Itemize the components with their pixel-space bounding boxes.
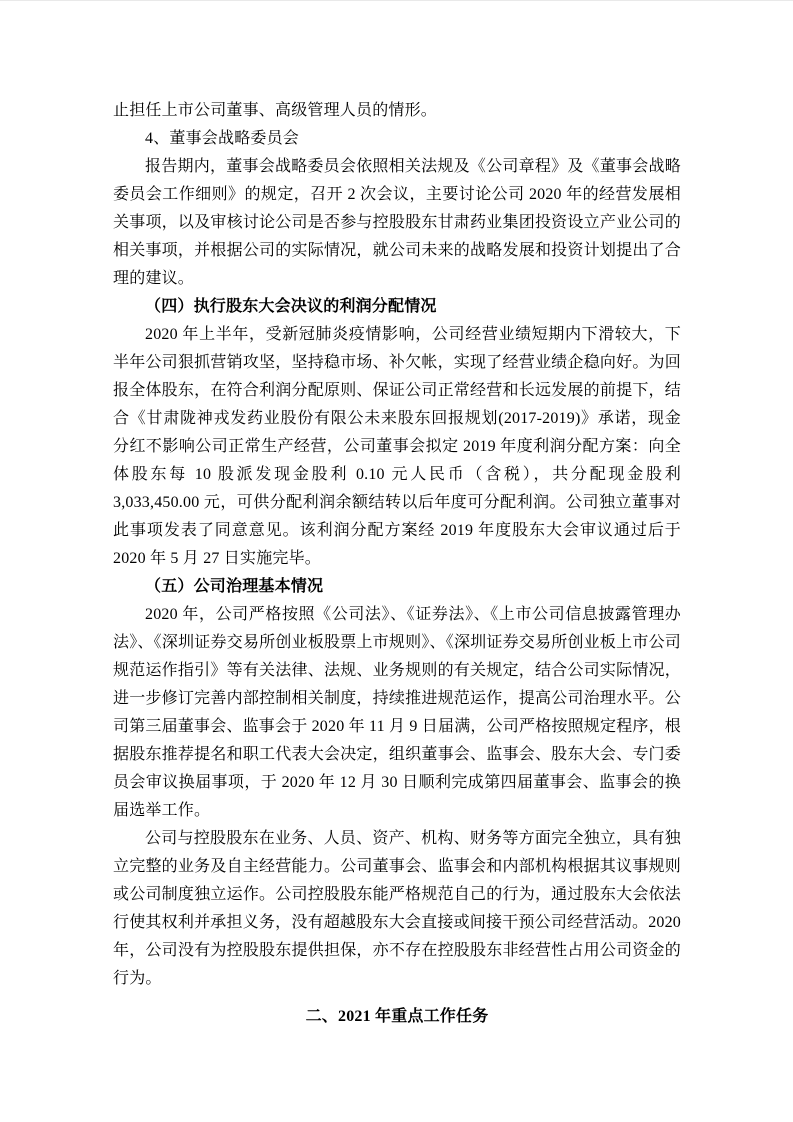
section-heading-profit-distribution: （四）执行股东大会决议的利润分配情况	[145, 298, 437, 315]
paragraph-strategy-committee-report: 报告期内，董事会战略委员会依照相关法规及《公司章程》及《董事会战略委员会工作细则》的规定，召开 2 次会议，主要讨论公司 2020 年的经营发展相关事项，以及审核讨论公司是否参与控股股东甘肃药业集团投资设立产业公司的相关事项，并根据公司的实际情况，就公司未来的战略发展和投资计划提出了合理的建议。	[113, 158, 681, 287]
paragraph-controlling-shareholder-independence: 公司与控股股东在业务、人员、资产、机构、财务等方面完全独立，具有独立完整的业务及自主经营能力。公司董事会、监事会和内部机构根据其议事规则或公司制度独立运作。公司控股股东能严格规范自己的行为，通过股东大会依法行使其权利并承担义务，没有超越股东大会直接或间接干预公司经营活动。2020 年，公司没有为控股股东提供担保，亦不存在控股股东非经营性占用公司资金的行为。	[113, 830, 681, 987]
section-heading-governance: （五）公司治理基本情况	[145, 578, 324, 595]
paragraph-continuation: 止担任上市公司董事、高级管理人员的情形。	[113, 102, 438, 119]
numbered-item-strategy-committee: 4、董事会战略委员会	[145, 130, 300, 147]
paragraph-governance: 2020 年，公司严格按照《公司法》、《证券法》、《上市公司信息披露管理办法》、《深圳证券交易所创业板股票上市规则》、《深圳证券交易所创业板上市公司规范运作指引》等有关法律、法规、业务规则的有关规定，结合公司实际情况，进一步修订完善内部控制相关制度，持续推进规范运作，提高公司治理水平。公司第三届董事会、监事会于 2020 年 11 月 9 日届满，公司严格按照规定程序，根据股东推荐提名和职工代表大会决定，组织董事会、监事会、股东大会、专门委员会审议换届事项，于 2020 年 12 月 30 日顺利完成第四届董事会、监事会的换届选举工作。	[113, 606, 682, 819]
chapter-heading-2021-key-tasks: 二、2021 年重点工作任务	[305, 1008, 489, 1025]
paragraph-profit-distribution: 2020 年上半年，受新冠肺炎疫情影响，公司经营业绩短期内下滑较大，下半年公司狠抓营销攻坚，坚持稳市场、补欠帐，实现了经营业绩企稳向好。为回报全体股东，在符合利润分配原则、保证公司正常经营和长远发展的前提下，结合《甘肃陇神戎发药业股份有限公未来股东回报规划(2017-2019)》承诺，现金分红不影响公司正常生产经营，公司董事会拟定 2019 年度利润分配方案：向全体股东每 10 股派发现金股利 0.10 元人民币（含税），共分配现金股利 3,033,450.00 元，可供分配利润余额结转以后年度可分配利润。公司独立董事对此事项发表了同意意见。该利润分配方案经 2019 年度股东大会审议通过后于 2020 年 5 月 27 日实施完毕。	[113, 326, 681, 567]
